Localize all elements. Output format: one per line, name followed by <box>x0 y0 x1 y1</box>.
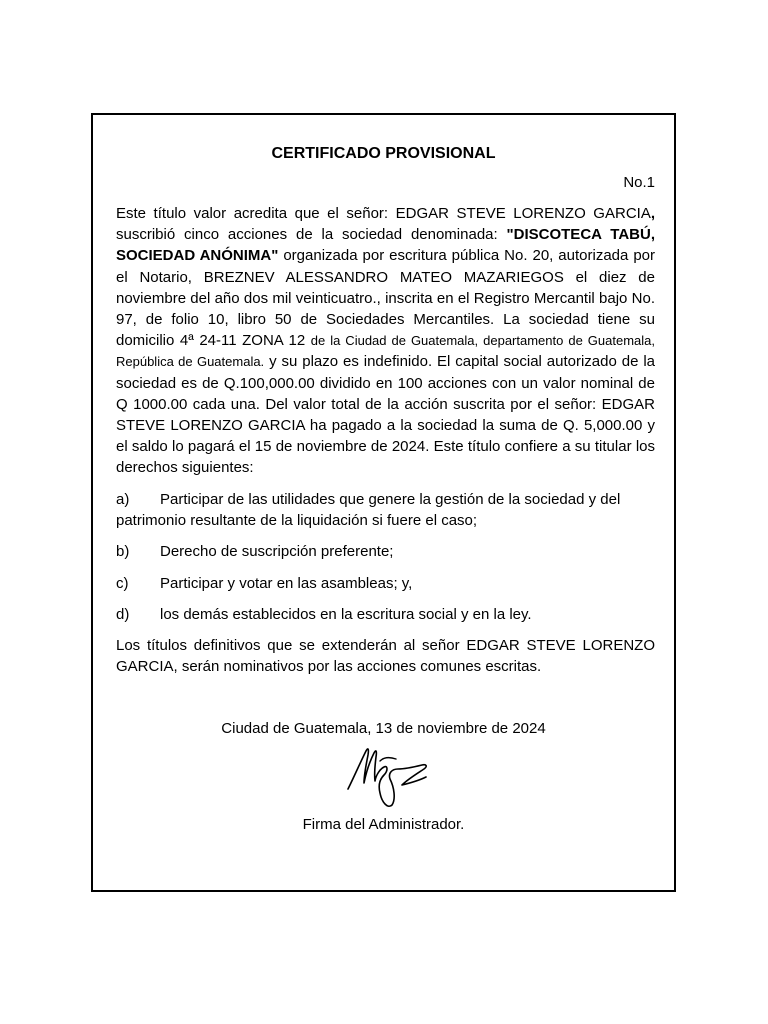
closing-paragraph: Los títulos definitivos que se extenderán al señor EDGAR STEVE LORENZO GARCIA, serán nominativos por las acciones comunes escritas. <box>116 637 655 676</box>
rights-label-b: b) <box>116 543 130 561</box>
rights-text-c: Participar y votar en las asambleas; y, <box>160 574 413 592</box>
document-title: CERTIFICADO PROVISIONAL <box>271 145 496 162</box>
signature-caption: Firma del Administrador. <box>302 816 465 833</box>
certificate-body <box>116 203 655 479</box>
intro-text-3: organizada por escritura pública No. 20, autorizada por el Notario, BREZNEV ALESSANDRO MATEO MAZARIEGOS el diez de noviembre del año dos mil veinticuatro., inscrita en el Registro Mercantil bajo No. 97, de folio 10, libro 50 de Sociedades Mercantiles. La sociedad tiene su domicilio 4ª 24-11 ZONA 12 <box>116 247 656 350</box>
rights-item-a <box>116 489 655 531</box>
rights-list <box>116 489 655 677</box>
company-name: "DISCOTECA TABÚ, SOCIEDAD ANÓNIMA" <box>116 226 655 265</box>
city-date: Ciudad de Guatemala, 13 de noviembre de 2024 <box>221 720 546 737</box>
certificate-number: No.1 <box>623 174 655 191</box>
intro-comma: , <box>650 205 655 222</box>
rights-text-a: Participar de las utilidades que genere la gestión de la sociedad y del patrimonio resultante de la liquidación si fuere el caso; <box>116 491 621 530</box>
rights-item-c <box>116 573 655 594</box>
rights-label-d: d) <box>116 605 130 623</box>
rights-text-b: Derecho de suscripción preferente; <box>160 543 394 561</box>
intro-text-2: suscribió cinco acciones de la sociedad denominada: <box>116 226 507 244</box>
signature-image <box>344 743 436 815</box>
intro-text-1: Este título valor acredita que el señor: EDGAR STEVE LORENZO GARCIA <box>116 205 651 222</box>
intro-paragraph <box>116 203 655 479</box>
rights-item-d <box>116 604 655 625</box>
rights-label-a: a) <box>116 491 130 508</box>
rights-item-b <box>116 541 655 562</box>
rights-text-d: los demás establecidos en la escritura social y en la ley. <box>160 605 532 623</box>
intro-text-4: y su plazo es indefinido. El capital social autorizado de la sociedad es de Q.100,000.00 dividido en 100 acciones con un valor nominal de Q 1000.00 cada una. Del valor total de la acción suscrita por el señor: EDGAR STEVE LORENZO GARCIA ha pagado a la sociedad la suma de Q. 5,000.00 y el saldo lo pagará el 15 de noviembre de 2024. Este título confiere a su titular los derechos siguientes: <box>116 353 655 477</box>
rights-label-c: c) <box>116 574 129 592</box>
address-text: de la Ciudad de Guatemala, departamento de Guatemala, República de Guatemala. <box>116 333 655 370</box>
